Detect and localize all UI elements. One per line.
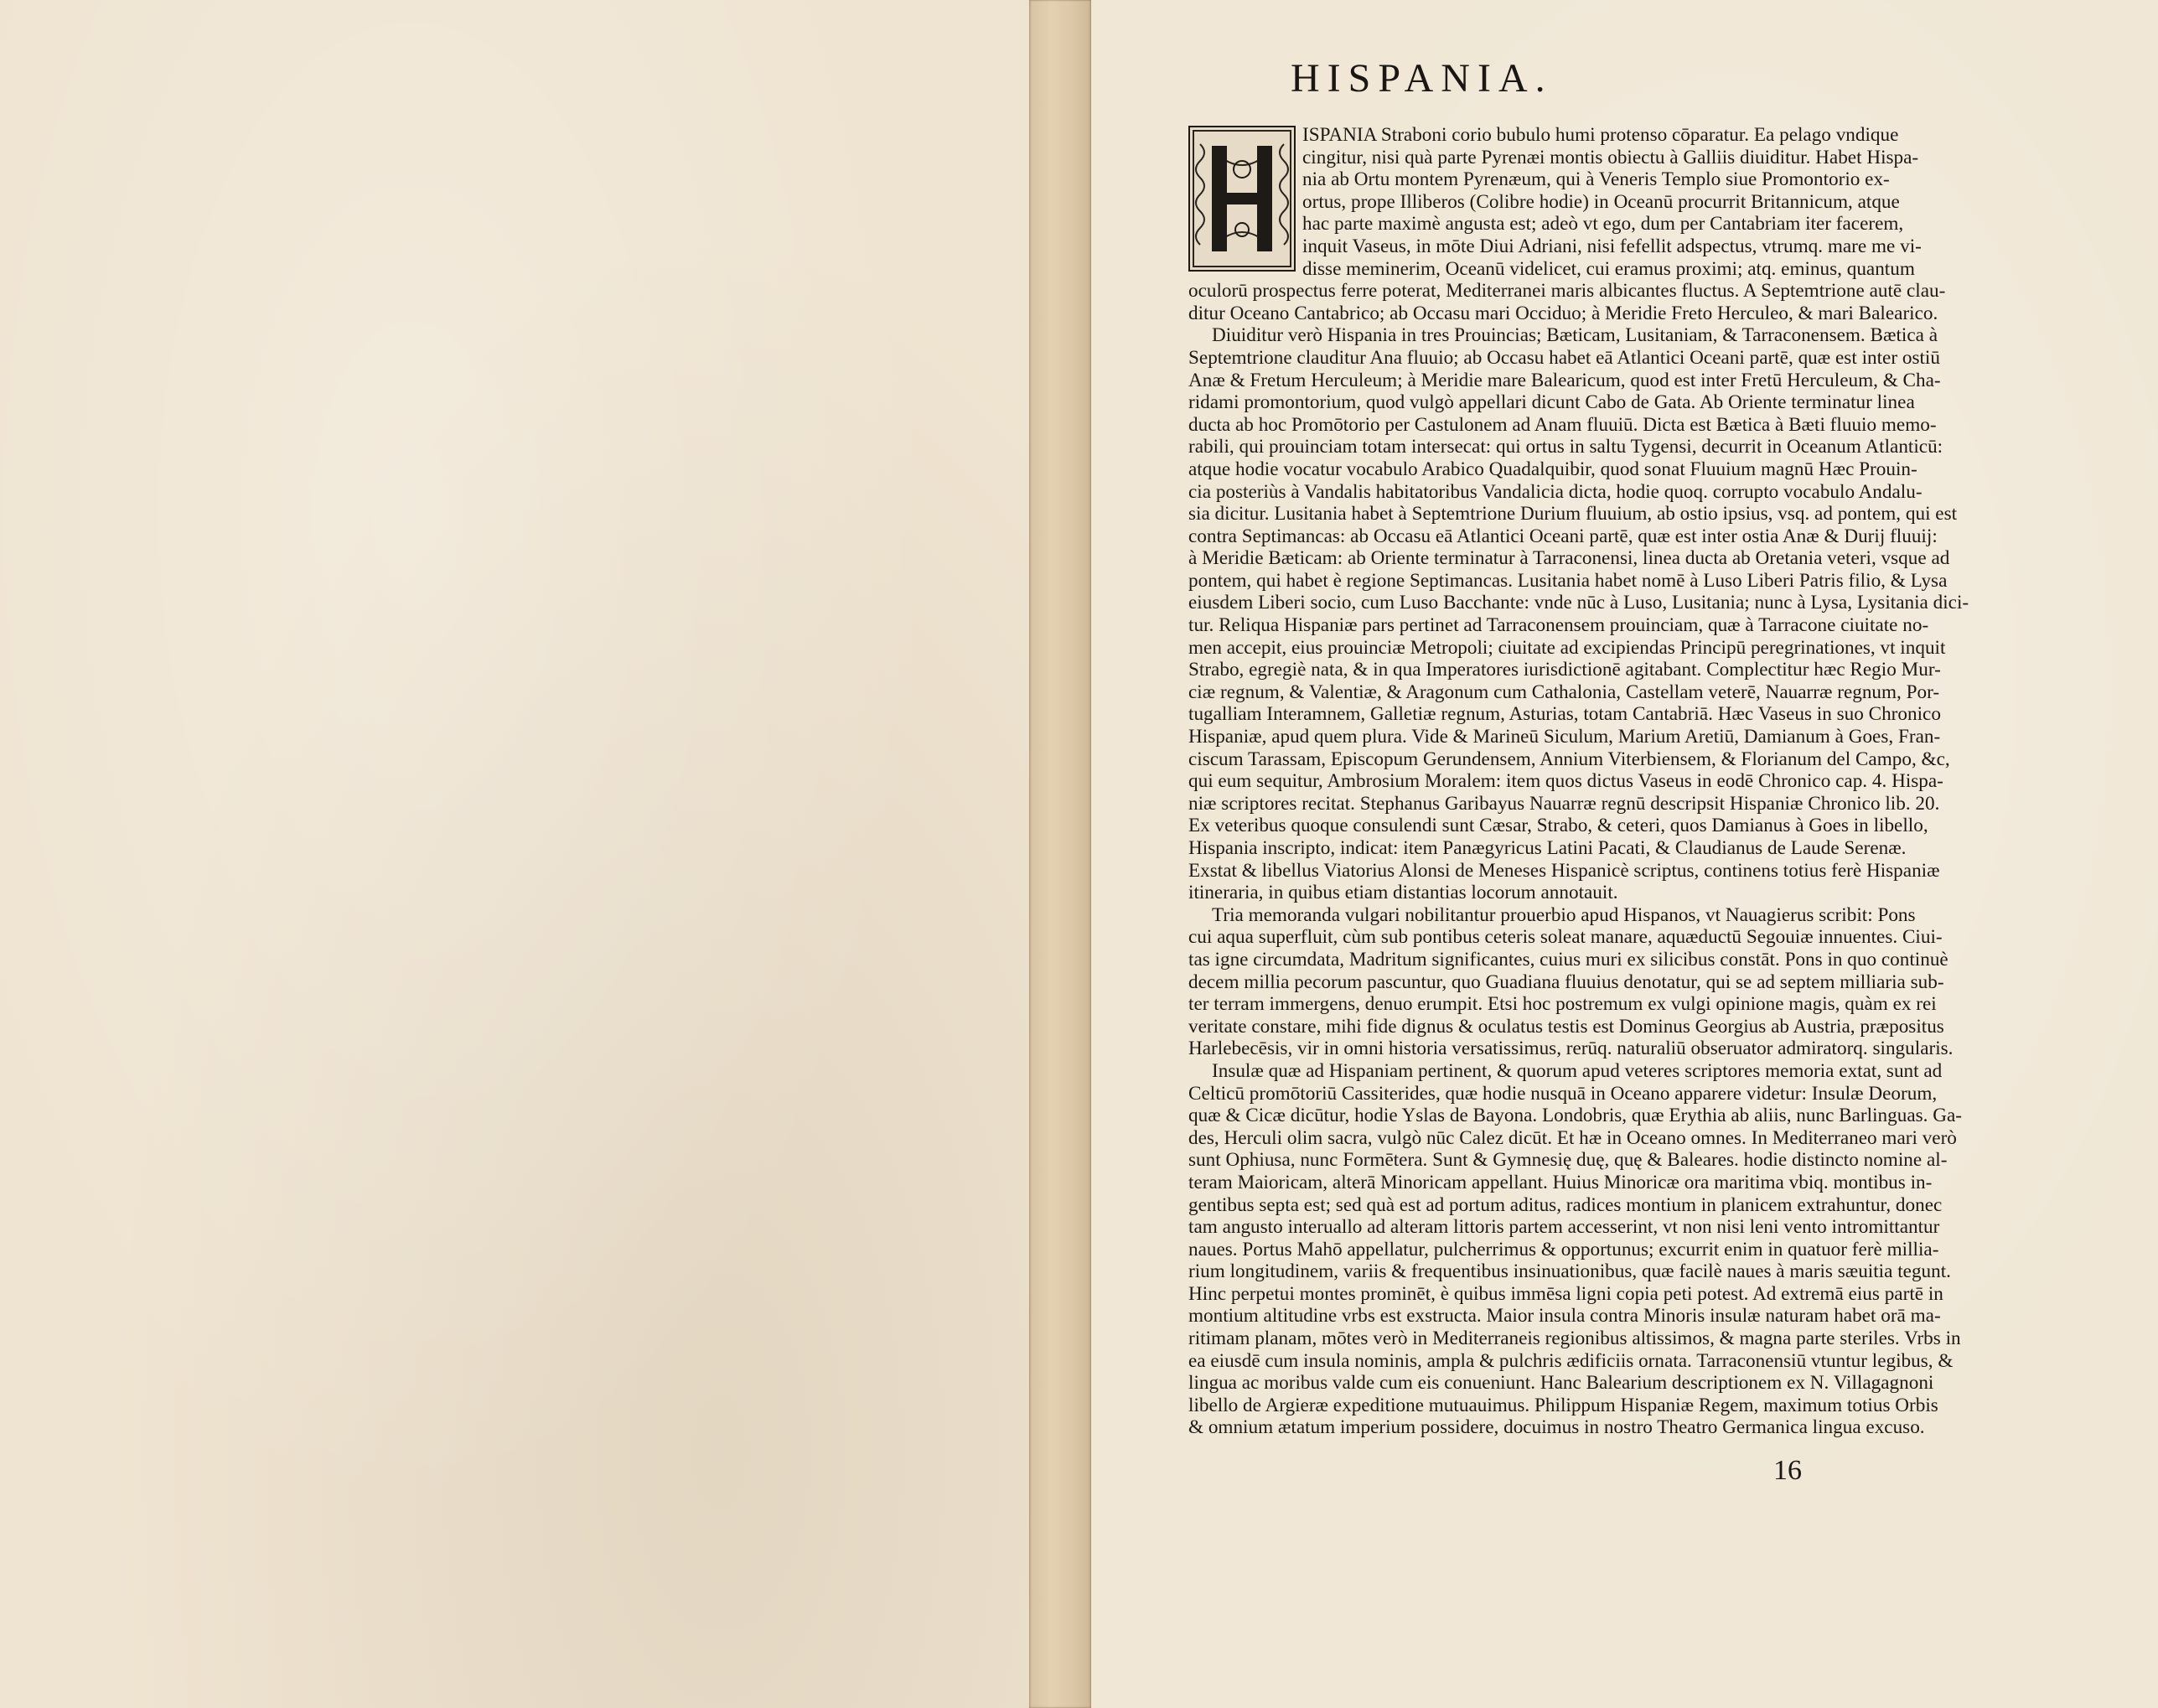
- text-line: tas igne circumdata, Madritum significantes, cuius muri ex silicibus constāt. Pons in quo continuè: [1188, 948, 1948, 970]
- text-line: rium longitudinem, variis & frequentibus insinuationibus, quæ facilè naues à maris sæuitia tegunt.: [1188, 1260, 1951, 1283]
- text-line: Septemtrione clauditur Ana fluuio; ab Occasu habet eā Atlantici Oceani partē, quæ est inter ostiū: [1188, 346, 1940, 369]
- text-line: à Meridie Bæticam: ab Oriente terminatur à Tarraconensi, linea ducta ab Oretania veteri, vsque ad: [1188, 547, 1950, 570]
- text-line: gentibus septa est; sed quà est ad portum aditus, radices montium in planicem extrahuntur, donec: [1188, 1193, 1943, 1216]
- text-line: ea eiusdē cum insula nominis, ampla & pulchris ædificiis ornata. Tarraconensiū vtuntur legibus, &: [1188, 1349, 1954, 1372]
- binding-hinge-strip: [1029, 0, 1091, 1708]
- text-line: naues. Portus Mahō appellatur, pulcherrimus & opportunus; excurrit enim in quatuor ferè millia-: [1188, 1238, 1939, 1260]
- text-line: tur. Reliqua Hispaniæ pars pertinet ad Tarraconensem prouinciam, quæ à Tarracone ciuitate no-: [1188, 614, 1929, 637]
- text-line: sunt Ophiusa, nunc Formētera. Sunt & Gymnesię duę, quę & Baleares. hodie distincto nomine al-: [1188, 1149, 1948, 1172]
- text-line: Ex veteribus quoque consulendi sunt Cæsar, Strabo, & ceteri, quos Damianus à Goes in libello,: [1188, 815, 1928, 837]
- text-line: contra Septimancas: ab Occasu eā Atlantici Oceani partē, quæ est inter ostia Anæ & Durij fluuij:: [1188, 525, 1938, 547]
- text-line: ciscum Tarassam, Episcopum Gerundensem, Annium Viterbiensem, & Florianum del Campo, &c,: [1188, 748, 1950, 770]
- text-line: Hinc perpetui montes prominēt, è quibus immēsa ligni copia peti potest. Ad extremā eius partē in: [1188, 1282, 1943, 1305]
- text-line: itineraria, in quibus etiam distantias locorum annotauit.: [1188, 882, 1618, 904]
- text-line: Exstat & libellus Viatorius Alonsi de Meneses Hispanicè scriptus, continens totius ferè Hispaniæ: [1188, 859, 1940, 882]
- text-line: & omnium ætatum imperium possidere, docuimus in nostro Theatro Germanica lingua excuso.: [1188, 1416, 1925, 1439]
- text-line: Harlebecēsis, vir in omni historia versatissimus, rerūq. naturaliū obseruator admiratorq. singularis.: [1188, 1038, 1954, 1060]
- text-line: disse meminerim, Oceanū videlicet, cui eramus proximi; atq. eminus, quantum: [1302, 257, 1915, 280]
- text-line: ter terram immergens, denuo erumpit. Etsi hoc postremum ex vulgi opinione magis, quàm ex rei: [1188, 993, 1937, 1016]
- text-line: rabili, qui prouinciam totam intersecat: qui ortus in saltu Tygensi, decurrit in Oceanum Atlanticū:: [1188, 436, 1943, 458]
- text-line: ritimam planam, mōtes verò in Mediterraneis regionibus altissimos, & magna parte steriles. Vrbs in: [1188, 1328, 1961, 1350]
- text-line: Diuiditur verò Hispania in tres Prouincias; Bæticam, Lusitaniam, & Tarraconensem. Bætica à: [1212, 324, 1938, 347]
- text-line: atque hodie vocatur vocabulo Arabico Quadalquibir, quod sonat Fluuium magnū Hæc Prouin-: [1188, 458, 1917, 480]
- text-line: Hispaniæ, apud quem plura. Vide & Marineū Siculum, Marium Aretiū, Damianum à Goes, Fran-: [1188, 726, 1941, 748]
- text-line: ditur Oceano Cantabrico; ab Occasu mari Occiduo; à Meridie Freto Herculeo, & mari Balearico.: [1188, 302, 1938, 324]
- page-title: HISPANIA.: [1291, 56, 1553, 101]
- text-line: Anæ & Fretum Herculeum; à Meridie mare Balearicum, quod est inter Fretū Herculeum, & Cha-: [1188, 369, 1941, 391]
- body-text: [1188, 124, 2158, 1439]
- text-line: lingua ac moribus valde cum eis conueniunt. Hanc Balearium descriptionem ex N. Villagagnoni: [1188, 1372, 1934, 1395]
- text-line: inquit Vaseus, in mōte Diui Adriani, nisi fefellit adspectus, vtrumq. mare me vi-: [1302, 235, 1922, 257]
- text-line: ridami promontorium, quod vulgò appellari dicunt Cabo de Gata. Ab Oriente terminatur linea: [1188, 391, 1915, 414]
- text-line: Strabo, egregiè nata, & in qua Imperatores iurisdictionē agitabant. Complectitur hæc Regio Mur-: [1188, 659, 1941, 681]
- text-line: hac parte maximè angusta est; adeò vt ego, dum per Cantabriam iter facerem,: [1302, 213, 1904, 235]
- text-line: nia ab Ortu montem Pyrenæum, qui à Veneris Templo siue Promontorio ex-: [1302, 168, 1890, 191]
- text-line: Hispania inscripto, indicat: item Panægyricus Latini Pacati, & Claudianus de Laude Serenæ.: [1188, 837, 1907, 859]
- text-line: eiusdem Liberi socio, cum Luso Bacchante: vnde nūc à Luso, Lusitania; nunc à Lysa, Lysitania dici-: [1188, 592, 1969, 614]
- text-line: ortus, prope Illiberos (Colibre hodie) in Oceanū procurrit Britannicum, atque: [1302, 190, 1900, 213]
- text-line: cia posteriùs à Vandalis habitatoribus Vandalicia dicta, hodie quoq. corrupto vocabulo Andalu-: [1188, 480, 1923, 503]
- text-line: Insulæ quæ ad Hispaniam pertinent, & quorum apud veteres scriptores memoria extat, sunt ad: [1212, 1059, 1943, 1082]
- text-line: cui aqua superfluit, cùm sub pontibus ceteris soleat manare, aquæductū Segouiæ innuentes. Ciui-: [1188, 926, 1943, 949]
- text-line: men accepit, eius prouinciæ Metropoli; ciuitate ad excipiendas Principū peregrinationes, vt inquit: [1188, 636, 1946, 659]
- text-line: sia dicitur. Lusitania habet à Septemtrione Durium fluuium, ab ostio ipsius, vsq. ad pontem, qui est: [1188, 503, 1958, 525]
- text-line: cingitur, nisi quà parte Pyrenæi montis obiectu à Galliis diuiditur. Habet Hispa-: [1302, 146, 1919, 168]
- text-line: decem millia pecorum pascuntur, quo Guadiana fluuius denotatur, qui se ad septem milliaria sub-: [1188, 970, 1944, 993]
- text-line: ducta ab hoc Promōtorio per Castulonem ad Anam fluuiū. Dicta est Bætica à Bæti fluuio memo-: [1188, 413, 1937, 436]
- text-line: teram Maioricam, alterā Minoricam appellant. Huius Minoricæ ora maritima vbiq. montibus in-: [1188, 1171, 1933, 1193]
- page-number: 16: [1773, 1455, 1802, 1486]
- text-line: qui eum sequitur, Ambrosium Moralem: item quos dictus Vaseus in eodē Chronico cap. 4. Hispa-: [1188, 770, 1943, 793]
- text-line: niæ scriptores recitat. Stephanus Garibayus Nauarræ regnū descripsit Hispaniæ Chronico lib. 20.: [1188, 792, 1940, 815]
- text-line: libello de Argieræ expeditione mutuauimus. Philippum Hispaniæ Regem, maximum totius Orbis: [1188, 1394, 1938, 1416]
- text-line: ISPANIA Straboni corio bubulo humi protenso cōparatur. Ea pelago vndique: [1302, 124, 1899, 146]
- text-line: pontem, qui habet è regione Septimancas. Lusitania habet nomē à Luso Liberi Patris filio, & Lysa: [1188, 569, 1948, 592]
- text-line: veritate constare, mihi fide dignus & oculatus testis est Dominus Georgius ab Austria, præpositus: [1188, 1015, 1944, 1038]
- left-page-blank: [0, 0, 1029, 1708]
- text-line: tam angusto interuallo ad alteram littoris partem accesserint, vt non nisi leni vento intromittantur: [1188, 1216, 1940, 1239]
- text-line: ciæ regnum, & Valentiæ, & Aragonum cum Cathalonia, Castellam veterē, Nauarræ regnum, Por-: [1188, 681, 1940, 703]
- text-line: Celticū promōtoriū Cassiterides, quæ hodie nusquā in Oceano apparere videtur: Insulæ Deorum,: [1188, 1082, 1938, 1105]
- text-line: des, Herculi olim sacra, vulgò nūc Calez dicūt. Et hæ in Oceano omnes. In Mediterraneo mari verò: [1188, 1126, 1957, 1149]
- text-line: montium altitudine vrbs est exstructa. Maior insula contra Minoris insulæ naturam habet orā ma-: [1188, 1305, 1941, 1328]
- text-line: Tria memoranda vulgari nobilitantur prouerbio apud Hispanos, vt Nauagierus scribit: Pons: [1212, 903, 1916, 926]
- text-line: oculorū prospectus ferre poterat, Mediterranei maris albicantes fluctus. A Septemtrione autē clau-: [1188, 280, 1946, 303]
- text-line: tugalliam Interamnem, Galletiæ regnum, Asturias, totam Cantabriā. Hæc Vaseus in suo Chronico: [1188, 703, 1941, 726]
- text-line: quæ & Cicæ dicūtur, hodie Yslas de Bayona. Londobris, quæ Erythia ab aliis, nunc Barlinguas. Ga-: [1188, 1105, 1962, 1127]
